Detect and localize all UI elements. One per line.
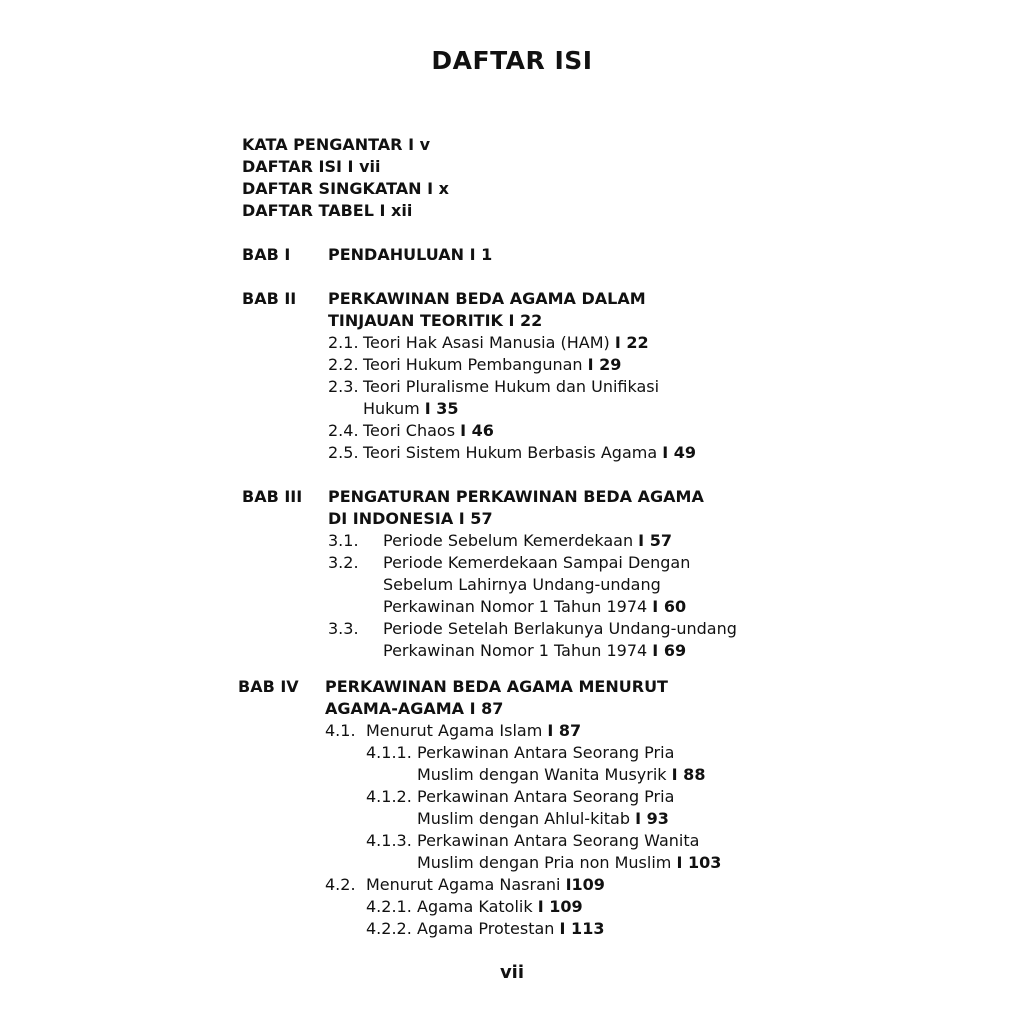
section-title [363,355,621,375]
chapter-label-bab-3: BAB III [242,487,303,506]
section-title [363,333,649,353]
section-page-number: I109 [565,875,605,894]
section-title [363,443,696,463]
section-number: 2.2. [328,355,359,374]
subsection-title-text: Agama Protestan [417,919,560,938]
section-title-text: Teori Hak Asasi Manusia (HAM) [363,333,615,352]
section-title-text: Periode Setelah Berlakunya Undang-undang [383,619,737,638]
section-number: 3.3. [328,619,359,638]
chapter-title-bab-3-line-1: PENGATURAN PERKAWINAN BEDA AGAMA [328,487,704,506]
subsection-title-text: Agama Katolik [417,897,538,916]
subsection-title [417,853,721,873]
subsection-title-text: Muslim dengan Wanita Musyrik [417,765,672,784]
subsection-title-text: Perkawinan Antara Seorang Pria [417,743,675,762]
subsection-number: 4.1.1. [366,743,412,762]
toc-entry-kata-pengantar: KATA PENGANTAR I v [242,135,431,154]
section-title-text: Hukum [363,399,425,418]
chapter-title-bab-3-line-2: DI INDONESIA I 57 [328,509,493,528]
section-page-number: I 29 [587,355,622,374]
section-number: 2.5. [328,443,359,462]
subsection-title-text: Muslim dengan Pria non Muslim [417,853,677,872]
section-title-text: Teori Chaos [363,421,461,440]
section-title [383,597,686,617]
page-title: DAFTAR ISI [431,46,593,75]
section-number: 3.2. [328,553,359,572]
section-title-text: Teori Sistem Hukum Berbasis Agama [363,443,663,462]
toc-entry-daftar-singkatan: DAFTAR SINGKATAN I x [242,179,449,198]
section-page-number: I 113 [559,919,605,938]
section-number: 2.3. [328,377,359,396]
section-title-text: Periode Sebelum Kemerdekaan [383,531,639,550]
page-number: vii [499,962,525,983]
section-number: 4.2. [325,875,356,894]
section-title-text: Menurut Agama Islam [366,721,548,740]
section-number: 2.1. [328,333,359,352]
chapter-title-bab-2-line-2: TINJAUAN TEORITIK I 22 [328,311,543,330]
section-page-number: I 46 [460,421,494,440]
chapter-label-bab-1: BAB I [242,245,291,264]
chapter-label-bab-2: BAB II [242,289,297,308]
subsection-title-text: Perkawinan Antara Seorang Wanita [417,831,700,850]
section-page-number: I 69 [652,641,687,660]
subsection-title [417,809,669,829]
subsection-number: 4.2.2. [366,919,412,938]
section-title-text: Perkawinan Nomor 1 Tahun 1974 [383,597,653,616]
chapter-label-bab-4: BAB IV [238,677,299,696]
section-page-number: I 93 [635,809,669,828]
subsection-title-text: Perkawinan Antara Seorang Pria [417,787,675,806]
chapter-title-bab-4-line-2: AGAMA-AGAMA I 87 [325,699,504,718]
subsection-number: 4.1.3. [366,831,412,850]
section-title [366,721,581,741]
section-number: 3.1. [328,531,359,550]
subsection-title-text: Muslim dengan Ahlul-kitab [417,809,636,828]
section-page-number: I 35 [424,399,459,418]
chapter-title-bab-2-line-1: PERKAWINAN BEDA AGAMA DALAM [328,289,646,308]
chapter-title-bab-1: PENDAHULUAN I 1 [328,245,493,264]
section-title [363,421,494,441]
subsection-title [417,919,604,939]
section-page-number: I 88 [671,765,706,784]
section-page-number: I 103 [676,853,722,872]
section-page-number: I 109 [537,897,583,916]
subsection-title [417,765,705,785]
section-title [383,531,672,551]
section-title-text: Teori Pluralisme Hukum dan Unifikasi [363,377,660,396]
section-page-number: I 49 [662,443,697,462]
toc-entry-daftar-isi: DAFTAR ISI I vii [242,157,381,176]
subsection-number: 4.1.2. [366,787,412,806]
subsection-title [417,897,583,917]
section-page-number: I 60 [652,597,687,616]
section-title [366,875,605,895]
section-title [363,399,459,419]
chapter-title-bab-4-line-1: PERKAWINAN BEDA AGAMA MENURUT [325,677,668,696]
section-title-text: Menurut Agama Nasrani [366,875,566,894]
section-title-text: Teori Hukum Pembangunan [363,355,588,374]
section-number: 4.1. [325,721,356,740]
section-page-number: I 87 [547,721,582,740]
section-number: 2.4. [328,421,359,440]
section-title [383,641,686,661]
section-title-text: Periode Kemerdekaan Sampai Dengan [383,553,691,572]
section-title-text: Perkawinan Nomor 1 Tahun 1974 [383,641,653,660]
section-page-number: I 22 [614,333,649,352]
subsection-number: 4.2.1. [366,897,412,916]
section-page-number: I 57 [638,531,672,550]
section-title-text: Sebelum Lahirnya Undang-undang [383,575,661,594]
toc-entry-daftar-tabel: DAFTAR TABEL I xii [242,201,413,220]
